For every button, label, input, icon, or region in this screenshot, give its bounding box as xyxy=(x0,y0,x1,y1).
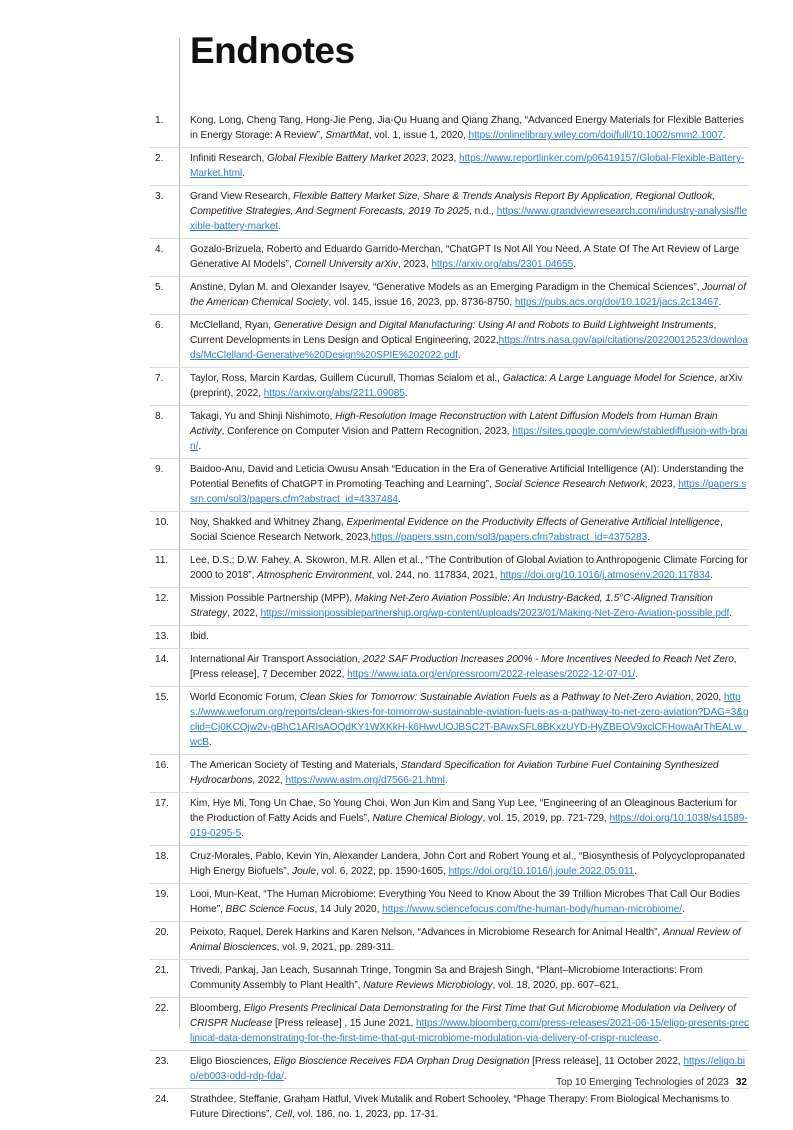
endnote-text-run: World Economic Forum, xyxy=(190,692,300,703)
endnote-italic-title: Galactica: A Large Language Model for Science xyxy=(502,373,715,384)
endnote-text-run: . xyxy=(710,570,713,581)
endnote-link[interactable]: https://papers.ssrn.com/sol3/papers.cfm?abstract_id=4337484 xyxy=(190,479,747,505)
endnote-italic-title: Cornell University arXiv xyxy=(294,259,399,270)
endnote-italic-title: Making Net-Zero Aviation Possible: An Industry-Backed, 1.5°C-Aligned Transition Strategy xyxy=(190,593,713,619)
endnote-number: 22. xyxy=(155,1003,169,1014)
endnote-text-run: Grand View Research, xyxy=(190,191,294,202)
endnote-text-run: , 14 July 2020, xyxy=(314,904,383,915)
endnote-italic-title: Clean Skies for Tomorrow: Sustainable Aviation Fuels as a Pathway to Net-Zero Aviation xyxy=(299,692,691,703)
endnote-text xyxy=(190,409,750,454)
endnote-text-run: . xyxy=(198,441,202,452)
endnote-number: 2. xyxy=(155,153,164,164)
endnote-text-run: Trivedi, Pankaj, Jan Leach, Susannah Tringe, Tongmin Sa and Brajesh Singh, “Plant–Microbiome Interactions: From Community Assembly to Plant Health”, xyxy=(190,965,703,991)
endnote-number: 6. xyxy=(155,320,164,331)
endnote-text xyxy=(190,758,750,788)
endnote-text xyxy=(190,553,750,583)
endnote-italic-title: Eligo Bioscience Receives FDA Orphan Drug Designation xyxy=(273,1056,530,1067)
endnote-link[interactable]: https://www.grandviewresearch.com/industry-analysis/flexible-battery-market xyxy=(190,206,748,232)
endnote-text xyxy=(190,591,750,621)
endnote-text-run: . xyxy=(457,350,461,361)
endnote-text-run: Kim, Hye Mi, Tong Un Chae, So Young Choi, Won Jun Kim and Sang Yup Lee, “Engineering of an Oleaginous Bacterium for the Production of Fatty Acids and Fuels”, xyxy=(190,798,737,824)
endnote-number: 1. xyxy=(155,115,164,126)
endnote-text-run: . xyxy=(404,388,408,399)
endnote-text xyxy=(190,690,750,750)
endnote-link[interactable]: https://eligo.bio/eb003-odd-rdp-fda/ xyxy=(190,1056,745,1082)
endnote-text-run: . xyxy=(208,737,212,748)
endnote-text-run: [Press release], 11 October 2022, xyxy=(529,1056,684,1067)
endnote-text xyxy=(190,371,750,401)
endnote-link[interactable]: https://doi.org/10.1016/j.atmosenv.2020.117834 xyxy=(500,570,711,581)
endnote-text-run: Gozalo-Brizuela, Roberto and Eduardo Garrido-Merchan, “ChatGPT Is Not All You Need. A State Of The Art Review of Large Generative AI Models”, xyxy=(190,244,740,270)
endnote-text-run: . xyxy=(634,866,637,877)
endnote-item xyxy=(0,629,793,652)
endnote-link[interactable]: https://pubs.acs.org/doi/10.1021/jacs.2c13467 xyxy=(514,297,719,308)
endnote-text-run: , vol. 244, no. 117834, 2021, xyxy=(371,570,501,581)
endnote-link[interactable]: https://www.iata.org/en/pressroom/2022-releases/2022-12-07-01/ xyxy=(347,669,636,680)
endnote-text-run: , vol. 6, 2022, pp. 1590-1605, xyxy=(315,866,449,877)
endnote-text-run: , Conference on Computer Vision and Pattern Recognition, 2023, xyxy=(221,426,513,437)
endnote-text-run: . xyxy=(722,130,726,141)
endnote-item xyxy=(0,371,793,409)
endnote-text-run: . xyxy=(635,669,638,680)
endnote-italic-title: Experimental Evidence on the Productivity Effects of Generative Artificial Intelligence xyxy=(346,517,720,528)
endnote-text-run: , Current Developments in Lens Design and Optical Engineering, 2022, xyxy=(190,320,717,346)
endnote-text-run: , 2022, xyxy=(252,775,286,786)
endnote-text-run: Bloomberg, xyxy=(190,1003,244,1014)
endnote-number: 4. xyxy=(155,244,164,255)
endnote-text-run: . xyxy=(242,168,245,179)
endnote-text-run: Takagi, Yu and Shinji Nishimoto, xyxy=(190,411,336,422)
endnote-number: 11. xyxy=(155,555,169,566)
page-title: Endnotes xyxy=(190,30,355,71)
endnote-text-run: McClelland, Ryan, xyxy=(190,320,274,331)
endnote-link[interactable]: https://www.sciencefocus.com/the-human-body/human-microbiome/ xyxy=(382,904,683,915)
endnote-text-run: Mission Possible Partnership (MPP), xyxy=(190,593,355,604)
endnote-text xyxy=(190,318,750,363)
endnote-text xyxy=(190,963,750,993)
endnote-number: 13. xyxy=(155,631,169,642)
endnote-link[interactable]: https://doi.org/10.1016/j.joule.2022.05.011 xyxy=(448,866,635,877)
endnote-item xyxy=(0,849,793,887)
endnote-text-run: Strathdee, Steffanie, Graham Hatful, Vivek Mutalik and Robert Schooley, “Phage Therapy: From Biological Mechanisms to Future Directions”, xyxy=(190,1094,730,1120)
endnote-italic-title: Journal of the American Chemical Society xyxy=(190,282,746,308)
endnote-link[interactable]: https://papers.ssrn.com/sol3/papers.cfm?abstract_id=4375283 xyxy=(371,532,648,543)
endnote-text-run: , 2023, xyxy=(644,479,679,490)
endnote-italic-title: Atmospheric Environment xyxy=(257,570,372,581)
endnote-item xyxy=(0,462,793,515)
endnote-text-run: . xyxy=(718,297,722,308)
endnote-text-run: . xyxy=(682,904,685,915)
endnote-text-run: , 2022, xyxy=(227,608,261,619)
endnote-text-run: Lee, D.S.; D.W. Fahey, A. Skowron, M.R. Allen et al., “The Contribution of Global Aviation to Anthropogenic Climate Forcing for 2000 to 2018”, xyxy=(190,555,748,581)
endnote-text-run: . xyxy=(444,775,448,786)
endnote-item xyxy=(0,1001,793,1054)
endnote-text-run: , n.d., xyxy=(469,206,497,217)
endnote-text-run: , 2020, xyxy=(690,692,724,703)
endnote-text-run: . xyxy=(397,494,401,505)
endnote-link[interactable]: https://arxiv.org/abs/2301.04655 xyxy=(431,259,574,270)
endnote-text xyxy=(190,189,750,234)
endnote-text-run: , 2023, xyxy=(425,153,460,164)
endnote-number: 10. xyxy=(155,517,169,528)
footer-document-title: Top 10 Emerging Technologies of 2023 xyxy=(556,1077,729,1088)
endnote-text xyxy=(190,1092,750,1122)
endnote-text-run: Noy, Shakked and Whitney Zhang, xyxy=(190,517,347,528)
endnote-item xyxy=(0,925,793,963)
endnote-item xyxy=(0,553,793,591)
endnote-text-run: , vol. 15, 2019, pp. 721-729, xyxy=(482,813,610,824)
endnote-italic-title: Social Science Research Network xyxy=(494,479,645,490)
endnote-text xyxy=(190,652,750,682)
endnote-text-run: Eligo Biosciences, xyxy=(190,1056,274,1067)
endnote-text-run: , vol. 18, 2020, pp. 607–621. xyxy=(492,980,620,991)
endnote-text xyxy=(190,515,750,545)
endnote-italic-title: 2022 SAF Production Increases 200% - More Incentives Needed to Reach Net Zero xyxy=(363,654,734,665)
endnote-number: 24. xyxy=(155,1094,169,1105)
endnote-number: 12. xyxy=(155,593,169,604)
endnote-text xyxy=(190,925,750,955)
endnote-text-run: Ibid. xyxy=(190,631,209,642)
endnote-text-run: , vol. 186, no. 1, 2023, pp. 17-31. xyxy=(292,1109,439,1120)
endnote-number: 17. xyxy=(155,798,169,809)
endnote-text xyxy=(190,1001,750,1046)
endnote-text xyxy=(190,151,750,181)
endnote-item xyxy=(0,652,793,690)
endnote-number: 21. xyxy=(155,965,169,976)
endnote-text-run: , [Press release], 7 December 2022, xyxy=(190,654,737,680)
page-footer xyxy=(556,1077,747,1088)
endnote-text-run: Anstine, Dylan M. and Olexander Isayev, “Generative Models as an Emerging Paradigm in the Chemical Sciences”, xyxy=(190,282,703,293)
endnote-text-run: , 2023, xyxy=(398,259,432,270)
endnote-number: 8. xyxy=(155,411,164,422)
endnote-text-run: . xyxy=(647,532,650,543)
endnote-text-run: Kong, Long, Cheng Tang, Hong-Jie Peng, Jia-Qu Huang and Qiang Zhang, “Advanced Energy Materials for Flexible Batteries in Energy Storage: A Review”, xyxy=(190,115,744,141)
endnote-text-run: , vol. 1, issue 1, 2020, xyxy=(368,130,469,141)
endnote-italic-title: Cell xyxy=(274,1109,293,1120)
endnote-text-run: . xyxy=(729,608,733,619)
endnote-text-run: . xyxy=(658,1033,662,1044)
endnote-number: 3. xyxy=(155,191,164,202)
endnote-item xyxy=(0,887,793,925)
endnote-text-run: , vol. 9, 2021, pp. 289-311. xyxy=(276,942,395,953)
endnote-text-run: Peixoto, Raquel, Derek Harkins and Karen Nelson, “Advances in Microbiome Research for Animal Health”, xyxy=(190,927,663,938)
endnotes-list xyxy=(0,113,793,1130)
endnote-italic-title: Nature Chemical Biology xyxy=(372,813,483,824)
endnote-italic-title: Joule xyxy=(292,866,316,877)
endnote-text-run: Cruz-Morales, Pablo, Kevin Yin, Alexander Landera, John Cort and Robert Young et al., “Biosynthesis of Polycyclopropanated High Energy Biofuels”, xyxy=(190,851,745,877)
endnote-number: 5. xyxy=(155,282,164,293)
endnote-item xyxy=(0,113,793,151)
endnote-number: 23. xyxy=(155,1056,169,1067)
endnote-item xyxy=(0,1092,793,1130)
endnote-link[interactable]: https://ntrs.nasa.gov/api/citations/20220012523/downloads/McClelland-Generative%20Design%20SPIE%202022.pdf xyxy=(190,335,748,361)
endnote-text xyxy=(190,849,750,879)
endnote-italic-title: High-Resolution Image Reconstruction with Latent Diffusion Models from Human Brain Activity xyxy=(190,411,718,437)
endnote-text xyxy=(190,242,750,272)
endnote-italic-title: Flexible Battery Market Size, Share & Trends Analysis Report By Application, Regional Outlook, Competitive Strategies, And Segment Forecasts, 2019 To 2025 xyxy=(190,191,715,217)
endnote-item xyxy=(0,690,793,758)
endnote-link[interactable]: https://www.astm.org/d7566-21.html xyxy=(285,775,445,786)
endnote-italic-title: SmartMat xyxy=(325,130,369,141)
endnote-link[interactable]: https://www.weforum.org/reports/clean-skies-for-tomorrow-sustainable-aviation-fuels-as-a-pathway-to-net-zero-aviation?DAG=3&gclid=Cj0KCQjw2v-gBhC1ARIsAOQdKY1WXKkH-k6HwvUOJBSC2T-BAwxSFL8BKxzUYD-HyZBEOV9xclCFHowaArThEALw_wcB xyxy=(190,692,749,748)
endnote-text-run: , Social Science Research Network, 2023, xyxy=(190,517,723,543)
endnote-number: 18. xyxy=(155,851,169,862)
endnote-italic-title: Global Flexible Battery Market 2023 xyxy=(267,153,426,164)
endnote-italic-title: Standard Specification for Aviation Turbine Fuel Containing Synthesized Hydrocarbons xyxy=(190,760,719,786)
endnote-number: 16. xyxy=(155,760,169,771)
endnote-text-run: , vol. 145, issue 16, 2023, pp. 8736-8750, xyxy=(328,297,515,308)
endnote-link[interactable]: https://onlinelibrary.wiley.com/doi/full/10.1002/smm2.1007 xyxy=(468,130,723,141)
endnote-text-run: , arXiv (preprint), 2022, xyxy=(190,373,743,399)
endnote-number: 20. xyxy=(155,927,169,938)
endnote-link[interactable]: https://missionpossiblepartnership.org/wp-content/uploads/2023/01/Making-Net-Zero-Aviation-possible.pdf xyxy=(260,608,730,619)
endnote-text-run: The American Society of Testing and Materials, xyxy=(190,760,401,771)
endnote-text-run: Infiniti Research, xyxy=(190,153,268,164)
endnote-number: 15. xyxy=(155,692,169,703)
endnote-item xyxy=(0,515,793,553)
endnote-text xyxy=(190,462,750,507)
endnote-text xyxy=(190,887,750,917)
endnote-italic-title: Eligo Presents Preclinical Data Demonstrating for the First Time that Gut Microbiome Modulation via Delivery of CRISPR Nuclease xyxy=(190,1003,736,1029)
endnote-link[interactable]: https://www.reportlinker.com/p06419157/Global-Flexible-Battery-Market.html xyxy=(190,153,745,179)
endnote-link[interactable]: https://arxiv.org/abs/2211.09085 xyxy=(263,388,405,399)
endnote-text xyxy=(190,796,750,841)
endnote-text xyxy=(190,280,750,310)
endnote-item xyxy=(0,189,793,242)
endnote-number: 14. xyxy=(155,654,169,665)
endnote-item xyxy=(0,963,793,1001)
endnote-text-run: Looi, Mun-Keat, “The Human Microbiome: Everything You Need to Know About the 39 Trillion Microbes That Call Our Bodies Home”, xyxy=(190,889,740,915)
endnote-item xyxy=(0,409,793,462)
endnote-item xyxy=(0,318,793,371)
endnote-item xyxy=(0,242,793,280)
endnote-item xyxy=(0,796,793,849)
endnote-text-run: [Press release] , 15 June 2021, xyxy=(272,1018,416,1029)
endnote-text xyxy=(190,629,750,644)
endnote-text-run: . xyxy=(573,259,576,270)
endnote-text-run: . xyxy=(241,828,244,839)
endnote-link[interactable]: https://www.bloomberg.com/press-releases/2021-06-15/eligo-presents-preclinical-data-demonstrating-for-the-first-time-that-gut-microbiome-modulation-via-delivery-of-crispr-nuclease xyxy=(190,1018,750,1044)
endnote-italic-title: BBC Science Focus xyxy=(225,904,315,915)
endnote-italic-title: Nature Reviews Microbiology xyxy=(363,980,493,991)
page-number: 32 xyxy=(735,1077,747,1088)
endnote-link[interactable]: https://sites.google.com/view/stablediffusion-with-brain/ xyxy=(190,426,748,452)
endnote-text-run: . xyxy=(278,221,281,232)
endnote-number: 19. xyxy=(155,889,169,900)
endnote-item xyxy=(0,151,793,189)
endnote-italic-title: Annual Review of Animal Biosciences xyxy=(190,927,741,953)
endnote-item xyxy=(0,591,793,629)
endnote-text-run: International Air Transport Association, xyxy=(190,654,364,665)
endnote-text xyxy=(190,113,750,143)
endnote-italic-title: Generative Design and Digital Manufacturing: Using AI and Robots to Build Lightweight Instruments xyxy=(273,320,714,331)
endnote-item xyxy=(0,758,793,796)
endnote-text-run: Taylor, Ross, Marcin Kardas, Guillem Cucurull, Thomas Scialom et al., xyxy=(190,373,503,384)
endnote-text-run: . xyxy=(283,1071,287,1082)
endnote-link[interactable]: https://doi.org/10.1038/s41589-019-0295-5 xyxy=(190,813,748,839)
endnote-number: 7. xyxy=(155,373,164,384)
endnote-item xyxy=(0,280,793,318)
endnote-text-run: Baidoo-Anu, David and Leticia Owusu Ansah “Education in the Era of Generative Artificial Intelligence (AI): Understanding the Potential Benefits of ChatGPT in Promoting Teaching and Learning”, xyxy=(190,464,744,490)
endnote-number: 9. xyxy=(155,464,164,475)
